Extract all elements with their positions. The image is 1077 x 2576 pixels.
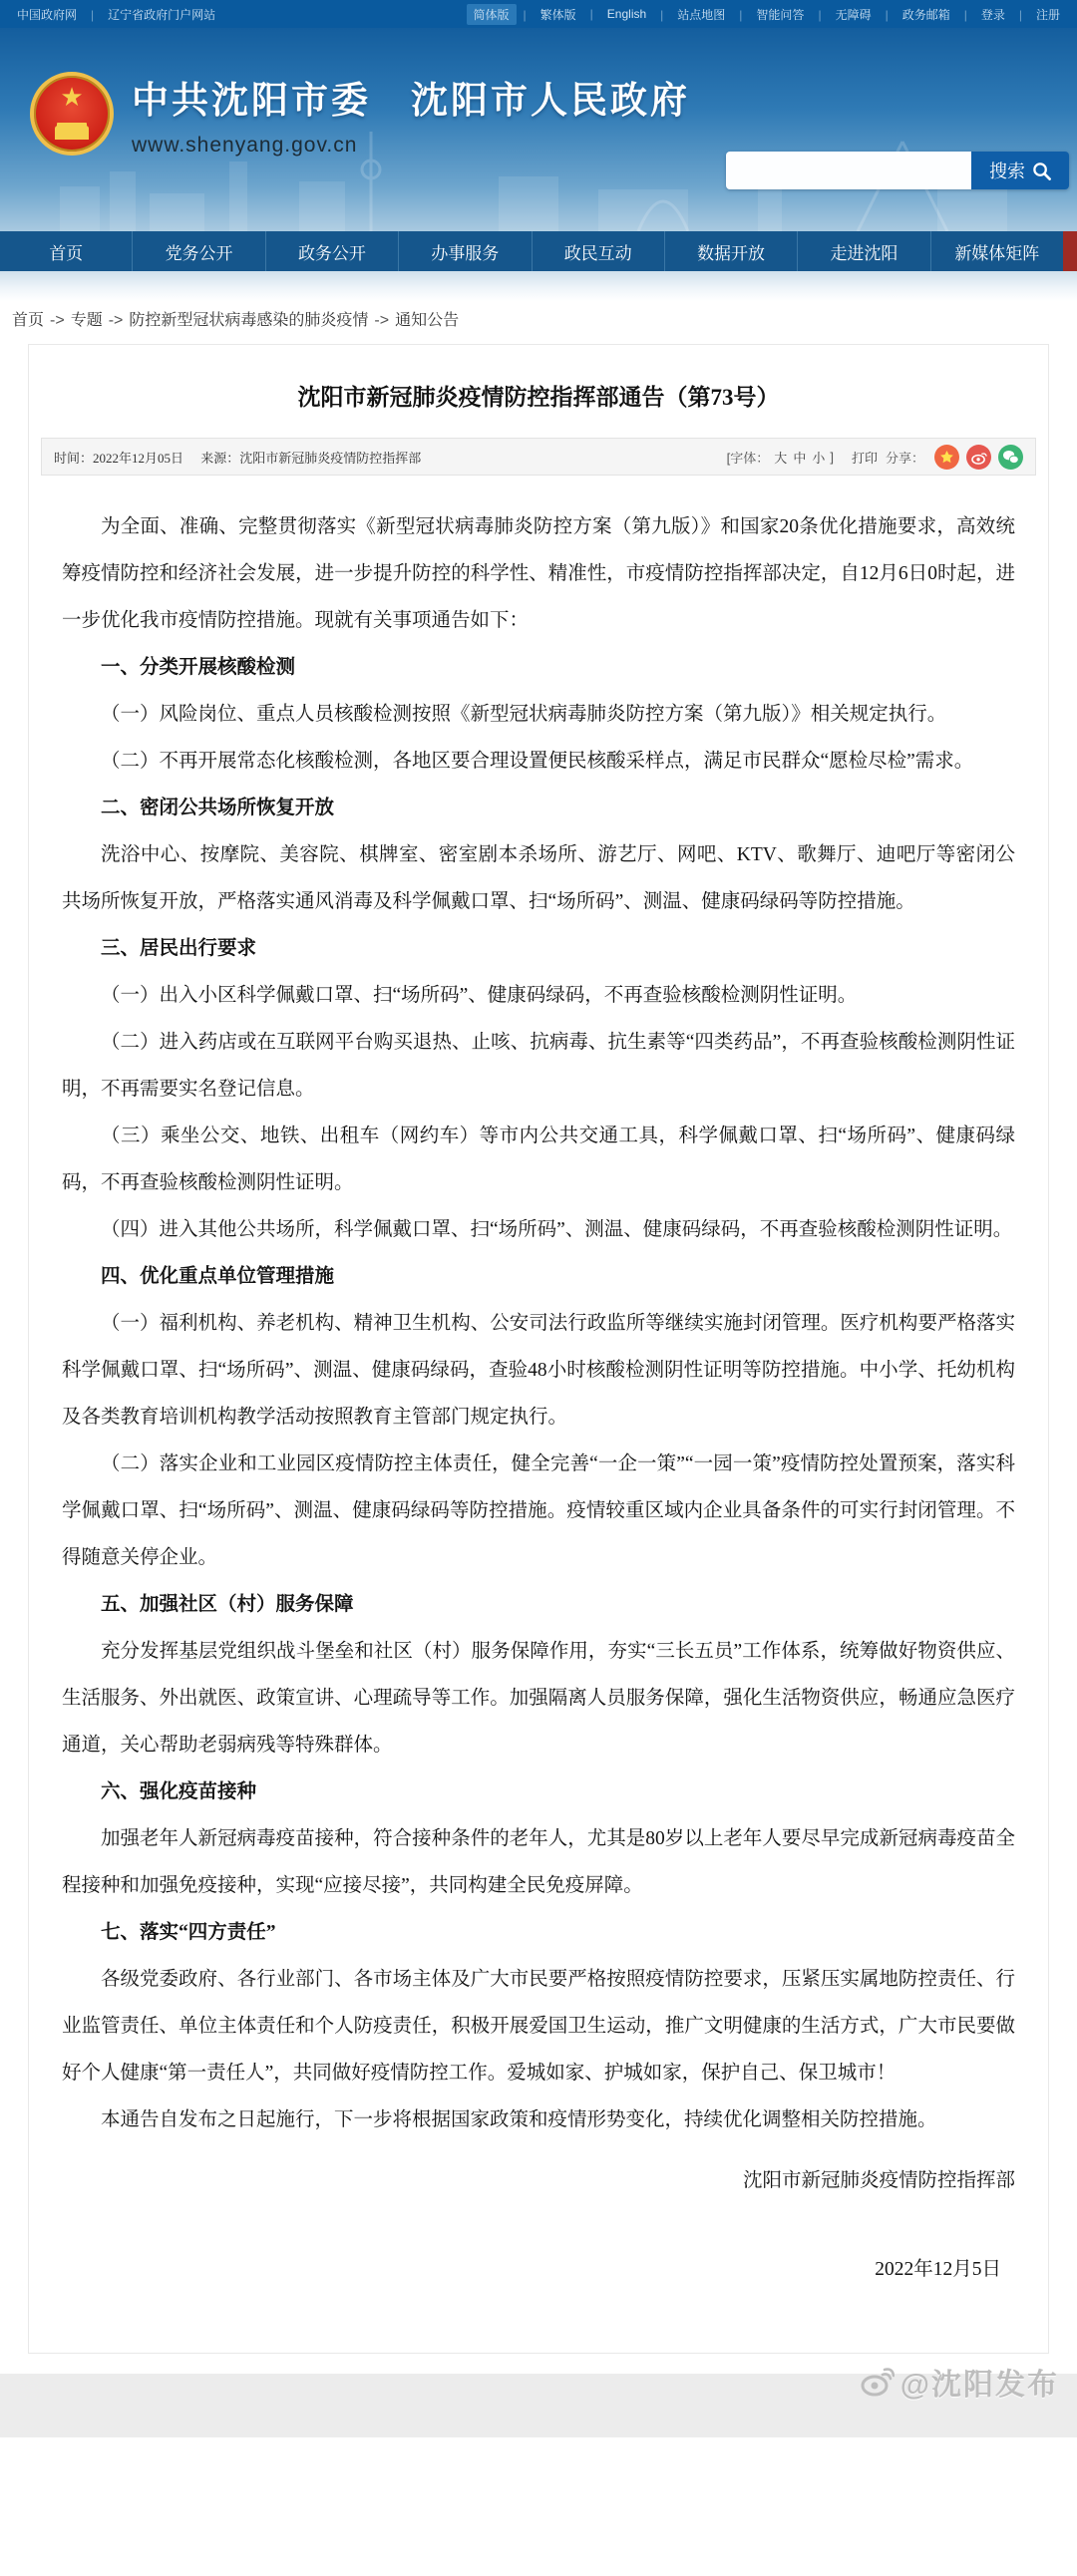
time-label: 时间： [54,450,94,466]
nav-item-政民互动[interactable]: 政民互动 [532,231,664,271]
wechat-share-icon[interactable] [998,445,1023,470]
nav-gradient-strip [0,271,1077,301]
site-brand [30,70,690,158]
breadcrumb-link[interactable]: 专题 [70,312,103,329]
brand-text [132,70,690,158]
top-link[interactable]: | 注册 [1012,4,1067,25]
body-paragraph: （一）风险岗位、重点人员核酸检测按照《新型冠状病毒肺炎防控方案（第九版）》相关规定执行。 [101,704,947,725]
body-paragraph: （一）福利机构、养老机构、精神卫生机构、公安司法行政监所等继续实施封闭管理。医疗机构要严格落实科学佩戴口罩、扫“场所码”、测温、健康码绿码，查验48小时核酸检测阴性证明等防控措施。中小学、托幼机构及各类教育培训机构教学活动按照教育主管部门规定执行。 [62,1313,1015,1428]
body-paragraph: （二）进入药店或在互联网平台购买退热、止咳、抗病毒、抗生素等“四类药品”，不再查验核酸检测阴性证明，不再需要实名登记信息。 [62,1032,1015,1100]
breadcrumb-link[interactable]: 首页 [12,312,45,329]
national-emblem-icon [30,72,114,156]
weibo-share-icon[interactable] [966,445,991,470]
share-icons [934,445,1023,470]
top-link[interactable]: | 政务邮箱 [879,4,957,25]
nav-item-政务公开[interactable]: 政务公开 [265,231,398,271]
article-meta-tools [727,445,1023,470]
source-label: 来源： [200,450,240,466]
top-link[interactable]: | 辽宁省政府门户网站 [84,4,222,25]
main-navigation [0,231,1077,271]
section-heading: 四、优化重点单位管理措施 [101,1266,335,1287]
body-paragraph: 本通告自发布之日起施行，下一步将根据国家政策和疫情形势变化，持续优化调整相关防控措施。 [101,2109,937,2130]
nav-item-新媒体矩阵[interactable]: 新媒体矩阵 [930,231,1063,271]
site-url: www.shenyang.gov.cn [132,134,358,157]
nav-item-走进沈阳[interactable]: 走进沈阳 [797,231,929,271]
body-paragraph: （一）出入小区科学佩戴口罩、扫“场所码”、健康码绿码，不再查验核酸检测阴性证明。 [101,985,858,1006]
search-icon [1032,161,1051,180]
search-button[interactable] [971,152,1069,189]
article-title: 沈阳市新冠肺炎疫情防控指挥部通告（第73号） [297,385,780,410]
font-size-links [771,448,828,467]
article-container [28,344,1049,2354]
article-body [29,476,1048,2293]
top-link[interactable]: 中国政府网 [17,7,78,22]
section-heading: 六、强化疫苗接种 [101,1781,257,1802]
body-paragraph: （二）不再开展常态化核酸检测，各地区要合理设置便民核酸采样点，满足市民群众“愿检尽检”需求。 [101,751,974,772]
share-label: 分享： [885,450,924,466]
font-size-option[interactable]: 中 [793,450,807,466]
site-title: 中共沈阳市委 沈阳市人民政府 [132,81,690,122]
font-size-option[interactable]: 大 [774,450,788,466]
source-value: 沈阳市新冠肺炎疫情防控指挥部 [239,450,422,466]
top-right-links [467,4,1067,25]
weibo-icon [861,2367,895,2397]
watermark-text: @沈阳发布 [899,2369,1059,2402]
top-left-links [10,4,222,25]
search-button-label: 搜索 [989,161,1025,181]
breadcrumb-separator: -> [108,312,124,329]
font-size-bracket-open: [字体： [726,450,770,466]
top-link[interactable]: | 无障碍 [811,4,878,25]
emblem-gate-icon [55,126,89,140]
article-meta-info [54,448,421,467]
nav-item-党务公开[interactable]: 党务公开 [132,231,264,271]
breadcrumb-separator: -> [374,312,390,329]
font-size-option[interactable]: 小 [812,450,826,466]
print-button[interactable]: 打印 [851,450,878,466]
breadcrumb-separator: -> [50,312,65,329]
section-heading: 一、分类开展核酸检测 [101,657,296,678]
body-paragraph: （四）进入其他公共场所，科学佩戴口罩、扫“场所码”、测温、健康码绿码，不再查验核酸检测阴性证明。 [101,1219,1013,1240]
font-size-bracket-close: ] [830,449,834,465]
body-paragraph: （二）落实企业和工业园区疫情防控主体责任，健全完善“一企一策”“一园一策”疫情防控处置预案，落实科学佩戴口罩、扫“场所码”、测温、健康码绿码等防控措施。疫情较重区域内企业具备条件的可实行封闭管理。不得随意关停企业。 [62,1453,1015,1568]
issue-date: 2022年12月5日 [875,2259,1001,2280]
site-banner [0,28,1077,231]
page-footer [0,2369,1077,2437]
search-box [726,152,1069,189]
top-link[interactable]: | 繁体版 [517,4,583,25]
body-paragraph: 洗浴中心、按摩院、美容院、棋牌室、密室剧本杀场所、游艺厅、网吧、KTV、歌舞厅、迪吧厅等密闭公共场所恢复开放，严格落实通风消毒及科学佩戴口罩、扫“场所码”、测温、健康码绿码等防控措施。 [62,844,1015,912]
nav-item-数据开放[interactable]: 数据开放 [664,231,797,271]
emblem-star-icon: ★ [60,82,84,112]
top-link[interactable]: 简体版 [467,4,517,25]
body-paragraph: （三）乘坐公交、地铁、出租车（网约车）等市内公共交通工具，科学佩戴口罩、扫“场所码”、健康码绿码，不再查验核酸检测阴性证明。 [62,1126,1015,1193]
watermark [861,2360,1059,2404]
top-link[interactable]: | 智能问答 [732,4,811,25]
breadcrumb-link[interactable]: 防控新型冠状病毒感染的肺炎疫情 [129,312,369,329]
article-meta-bar [41,438,1036,476]
time-value: 2022年12月05日 [93,450,184,466]
body-paragraph: 各级党委政府、各行业部门、各市场主体及广大市民要严格按照疫情防控要求，压紧压实属地防控责任、行业监管责任、单位主体责任和个人防疫责任，积极开展爱国卫生运动，推广文明健康的生活方式，广大市民要做好个人健康“第一责任人”，共同做好疫情防控工作。爱城如家、护城如家，保护自己、保卫城市！ [62,1969,1015,2084]
section-heading: 三、居民出行要求 [101,938,257,959]
section-heading: 二、密闭公共场所恢复开放 [101,798,335,818]
breadcrumb [0,301,1077,344]
qzone-share-icon[interactable] [934,445,959,470]
top-link[interactable]: | English [583,5,653,23]
signature: 沈阳市新冠肺炎疫情防控指挥部 [742,2170,1015,2191]
search-input[interactable] [726,152,971,189]
top-link[interactable]: | 站点地图 [653,4,732,25]
body-paragraph: 充分发挥基层党组织战斗堡垒和社区（村）服务保障作用，夯实“三长五员”工作体系，统筹做好物资供应、生活服务、外出就医、政策宣讲、心理疏导等工作。加强隔离人员服务保障，强化生活物资供应，畅通应急医疗通道，关心帮助老弱病残等特殊群体。 [62,1641,1015,1756]
top-link[interactable]: | 登录 [957,4,1012,25]
nav-item-首页[interactable]: 首页 [49,243,84,263]
nav-edge-decoration [1063,231,1077,271]
nav-item-办事服务[interactable]: 办事服务 [398,231,531,271]
section-heading: 五、加强社区（村）服务保障 [101,1594,354,1615]
breadcrumb-link[interactable]: 通知公告 [395,312,460,329]
body-paragraph: 为全面、准确、完整贯彻落实《新型冠状病毒肺炎防控方案（第九版）》和国家20条优化措施要求，高效统筹疫情防控和经济社会发展，进一步提升防控的科学性、精准性，市疫情防控指挥部决定，自12月6日0时起，进一步优化我市疫情防控措施。现就有关事项通告如下： [62,516,1015,631]
top-utility-bar [0,0,1077,28]
section-heading: 七、落实“四方责任” [101,1922,276,1943]
body-paragraph: 加强老年人新冠病毒疫苗接种，符合接种条件的老年人，尤其是80岁以上老年人要尽早完成新冠病毒疫苗全程接种和加强免疫接种，实现“应接尽接”，共同构建全民免疫屏障。 [62,1828,1015,1896]
